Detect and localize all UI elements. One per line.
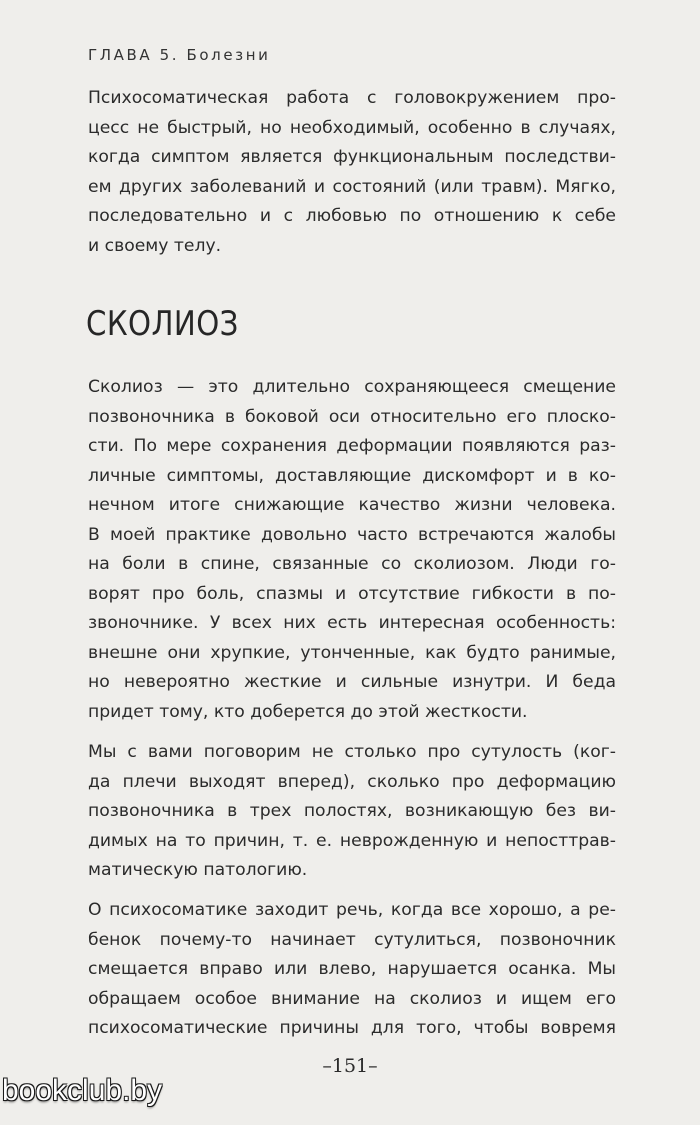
text-line: и своему телу. — [88, 235, 222, 256]
text-line: внешне они хрупкие, утонченные, как будто ранимые, — [88, 642, 616, 663]
page-number: –151– — [322, 1055, 378, 1077]
text-line: ем других заболеваний и состояний (или травм). Мягко, — [88, 176, 616, 197]
running-head: ГЛАВА 5. Болезни — [88, 46, 271, 64]
text-line: личные симптомы, доставляющие дискомфорт и в ко- — [88, 465, 616, 486]
intro-paragraph — [88, 84, 616, 261]
text-line: последовательно и с любовью по отношению к себе — [88, 206, 616, 226]
paragraph-3 — [88, 896, 616, 1044]
text-line: позвоночника в трех полостях, возникающую без ви- — [88, 801, 616, 821]
text-line: В моей практике довольно часто встречаются жалобы — [88, 524, 616, 545]
text-line: бенок почему-то начинает сутулиться, позвоночник — [88, 929, 616, 950]
section-heading: СКОЛИОЗ — [86, 304, 239, 344]
text-line: обращаем особое внимание на сколиоз и ищем его — [88, 988, 616, 1009]
text-line: да плечи выходят вперед), сколько про деформацию — [88, 771, 616, 792]
watermark: bookclub.by — [2, 1074, 163, 1107]
text-line: но невероятно жесткие и сильные изнутри. И беда — [88, 672, 616, 692]
text-line: смещается вправо или влево, нарушается осанка. Мы — [88, 959, 616, 979]
text-line: психосоматические причины для того, чтобы вовремя — [88, 1018, 616, 1038]
text-line: цесс не быстрый, но необходимый, особенно в случаях, — [88, 117, 616, 138]
paragraph-1 — [88, 373, 616, 727]
text-line: сти. По мере сохранения деформации появляются раз- — [88, 436, 616, 456]
text-line: когда симптом является функциональным последстви- — [88, 147, 616, 167]
text-line: ворят про боль, спазмы и отсутствие гибкости в по- — [88, 583, 616, 604]
text-line: Сколиоз — это длительно сохраняющееся смещение — [88, 377, 616, 397]
text-line: на боли в спине, связанные со сколиозом. Люди го- — [88, 554, 616, 574]
text-line: Психосоматическая работа с головокружением про- — [88, 88, 616, 108]
paragraph-2 — [88, 738, 616, 886]
text-line: звоночнике. У всех них есть интересная особенность: — [88, 613, 616, 633]
text-line: димых на то причин, т. е. неврожденную и непосттрав- — [88, 830, 616, 851]
text-line: придет тому, кто доберется до этой жесткости. — [88, 701, 528, 722]
text-line: нечном итоге снижающие качество жизни человека. — [88, 495, 616, 515]
text-line: позвоночника в боковой оси относительно его плоско- — [88, 406, 616, 427]
text-line: Мы с вами поговорим не столько про сутулость (ког- — [88, 742, 616, 762]
text-line: О психосоматике заходит речь, когда все хорошо, а ре- — [88, 900, 616, 920]
text-line: матическую патологию. — [88, 860, 308, 880]
